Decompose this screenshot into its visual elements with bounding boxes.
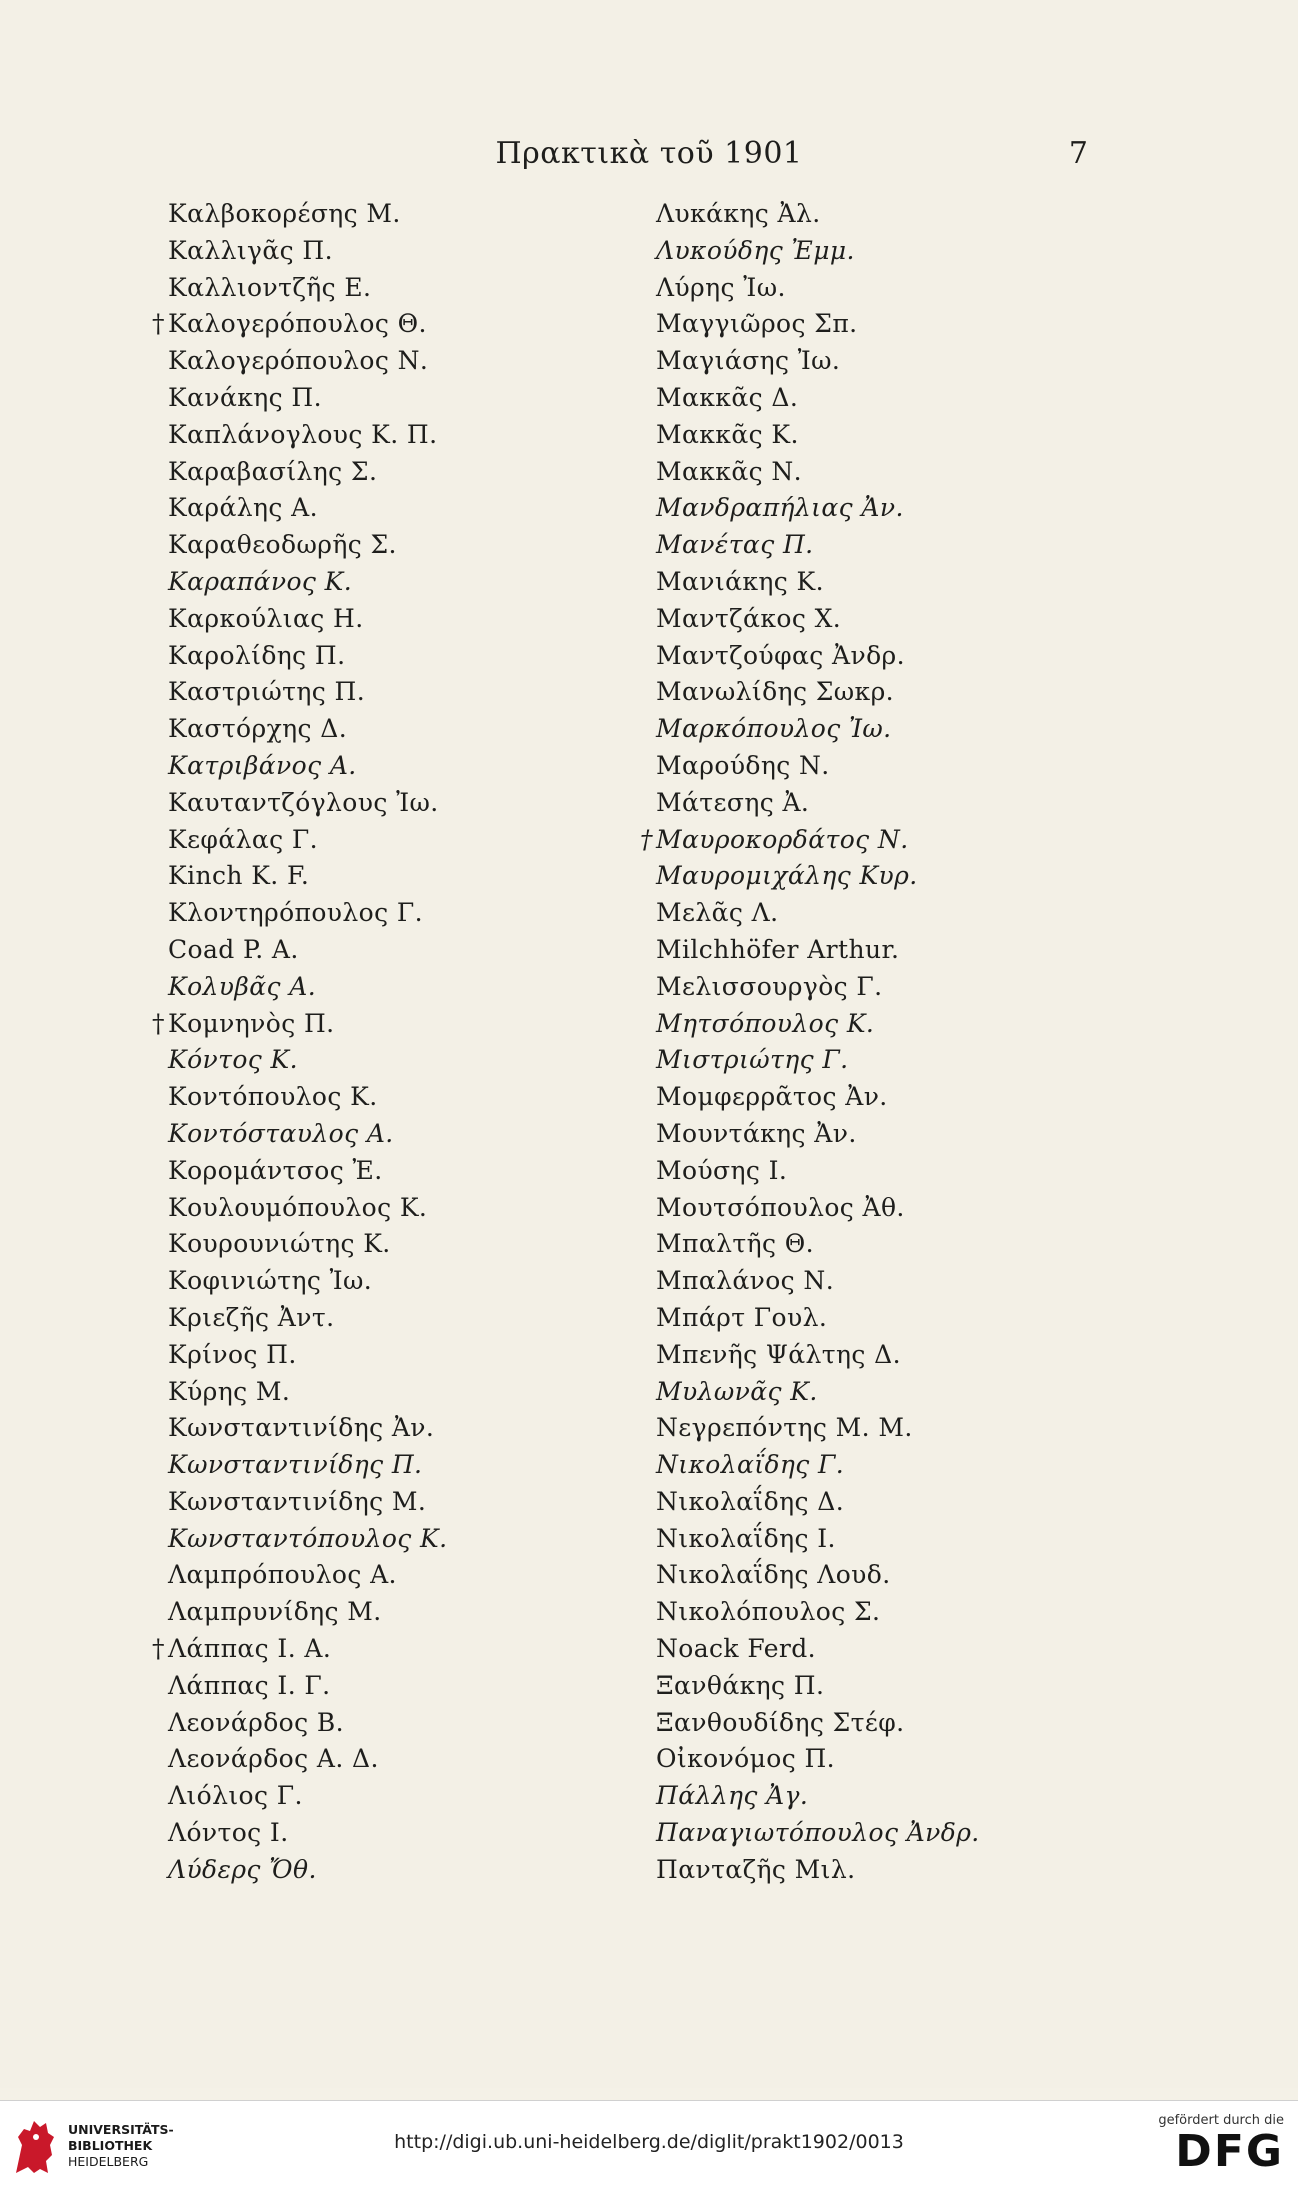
name-entry [168,601,447,638]
name-entry [168,1668,447,1705]
name-entry [168,1594,447,1631]
name-entry [168,638,447,675]
name-text: Μυλωνᾶς Κ. [656,1376,818,1406]
name-text: Μπαλάνος Ν. [656,1266,835,1296]
name-entry [168,1852,447,1889]
name-entry [168,748,447,785]
name-entry [656,380,980,417]
name-text: Μανιάκης Κ. [656,566,824,596]
name-entry [656,1374,980,1411]
name-text: Καυταντζόγλους Ἰω. [168,787,439,817]
name-entry [656,1006,980,1043]
name-entry [656,1153,980,1190]
name-entry [168,527,447,564]
name-entry [168,1447,447,1484]
name-entry [656,748,980,785]
name-text: Πάλλης Ἀγ. [656,1781,809,1811]
right-column [640,196,980,1889]
dagger-mark: † [152,1008,165,1038]
name-entry [656,196,980,233]
name-text: Λαμπρόπουλος Α. [168,1560,397,1590]
name-entry [656,1705,980,1742]
name-text: Καλλιοντζῆς Ε. [168,272,372,302]
page-number: 7 [1068,136,1088,171]
name-text: Κωνσταντινίδης Μ. [168,1486,427,1516]
name-text: Κουλουμόπουλος Κ. [168,1192,428,1222]
dfg-logo[interactable] [1158,2113,1284,2176]
name-text: Καλογερόπουλος Ν. [168,346,429,376]
name-text: Μελᾶς Λ. [656,898,779,928]
name-text: Κωνσταντινίδης Π. [168,1450,423,1480]
name-text: Μούσης Ι. [656,1155,788,1185]
dagger-mark: † [152,309,165,339]
name-entry [656,1741,980,1778]
name-text: Κοντόπουλος Κ. [168,1082,378,1112]
name-entry [656,490,980,527]
name-entry [168,1079,447,1116]
name-entry [168,1557,447,1594]
name-text: Νικολαΐδης Λουδ. [656,1560,891,1590]
name-text: Κλοντηρόπουλος Γ. [168,898,423,928]
name-entry [168,895,447,932]
name-text: Μαντζάκος Χ. [656,603,842,633]
name-text: Coad P. A. [168,934,299,964]
name-entry [152,306,447,343]
name-entry [168,1300,447,1337]
name-entry [168,454,447,491]
name-entry [168,564,447,601]
name-text: Καρολίδης Π. [168,640,346,670]
name-text: Νεγρεπόντης Μ. Μ. [656,1413,913,1443]
funder-caption: gefördert durch die [1158,2113,1284,2128]
name-text: Μαντζούφας Ἀνδρ. [656,640,905,670]
name-text: Μαρκόπουλος Ἰω. [656,714,892,744]
name-text: Μιστριώτης Γ. [656,1045,849,1075]
name-text: Κρίνος Π. [168,1339,297,1369]
name-text: Κοφινιώτης Ἰω. [168,1266,373,1296]
name-entry [656,1447,980,1484]
name-entry [168,1374,447,1411]
name-text: Κωνσταντινίδης Ἀν. [168,1413,435,1443]
name-text: Κατριβάνος Α. [168,750,357,780]
name-text: Νικολαΐδης Ι. [656,1523,836,1553]
name-text: Λεονάρδος Β. [168,1707,345,1737]
name-text: Νικολαΐδης Δ. [656,1486,845,1516]
name-text: Λόντος Ι. [168,1818,289,1848]
name-text: Καλογερόπουλος Θ. [168,309,427,339]
name-entry [656,1778,980,1815]
dagger-mark: † [152,1634,165,1664]
name-text: Κολυβᾶς Α. [168,971,317,1001]
name-text: Καλβοκορέσης Μ. [168,199,401,228]
name-text: Καραθεοδωρῆς Σ. [168,530,397,560]
library-name: UNIVERSITÄTS- BIBLIOTHEK HEIDELBERG [68,2122,174,2169]
name-entry [168,1337,447,1374]
name-text: Λύρης Ἰω. [656,272,786,302]
name-text: Μαυροκορδάτος Ν. [656,824,909,854]
name-text: Μακκᾶς Ν. [656,456,802,486]
name-text: Μαγγιῶρος Σπ. [656,309,858,339]
name-entry [656,932,980,969]
name-entry [656,785,980,822]
name-entry [656,564,980,601]
name-entry [656,233,980,270]
name-text: Milchhöfer Arthur. [656,934,900,964]
name-text: Λάππας Ι. Γ. [168,1670,331,1700]
name-text: Κομνηνὸς Π. [168,1008,335,1038]
name-entry [168,1521,447,1558]
name-text: Λύδερς Ὄθ. [168,1854,317,1884]
name-text: Καλλιγᾶς Π. [168,235,333,265]
name-entry [168,1815,447,1852]
name-entry [656,1190,980,1227]
name-entry [656,1116,980,1153]
name-text: Kinch K. F. [168,861,310,891]
name-text: Καραβασίλης Σ. [168,456,378,486]
name-text: Οἰκονόμος Π. [656,1744,836,1774]
name-text: Μαρούδης Ν. [656,750,830,780]
name-entry [656,1594,980,1631]
name-entry [168,932,447,969]
name-text: Noack Ferd. [656,1634,817,1664]
name-text: Ξανθάκης Π. [656,1670,825,1700]
name-entry [168,674,447,711]
name-text: Μανδραπήλιας Ἀν. [656,493,904,523]
dfg-logo-text: DFG [1175,2126,1284,2177]
name-entry [656,417,980,454]
name-entry [168,417,447,454]
name-entry [168,1042,447,1079]
name-text: Καπλάνογλους Κ. Π. [168,419,438,449]
name-text: Νικολαΐδης Γ. [656,1450,845,1480]
name-entry [656,306,980,343]
name-entry [656,454,980,491]
name-entry [656,1079,980,1116]
name-entry [168,1263,447,1300]
name-entry [656,1815,980,1852]
name-entry [656,1042,980,1079]
name-text: Μακκᾶς Δ. [656,382,799,412]
name-text: Μαγιάσης Ἰω. [656,346,841,376]
name-entry [656,969,980,1006]
name-entry [656,674,980,711]
name-text: Λεονάρδος Α. Δ. [168,1744,379,1774]
name-text: Καραπάνος Κ. [168,566,353,596]
name-text: Ξανθουδίδης Στέφ. [656,1707,905,1737]
name-entry [168,711,447,748]
running-head: Πρακτικὰ τοῦ 1901 [495,136,803,171]
name-entry [656,1668,980,1705]
name-entry [656,1410,980,1447]
name-entry [168,1190,447,1227]
name-text: Μουντάκης Ἀν. [656,1118,857,1148]
name-entry [656,638,980,675]
name-text: Λάππας Ι. Α. [168,1634,332,1664]
name-text: Λυκάκης Ἀλ. [656,199,821,228]
name-entry [168,1116,447,1153]
name-text: Κανάκης Π. [168,382,322,412]
name-text: Κωνσταντόπουλος Κ. [168,1523,448,1553]
name-text: Καστόρχης Δ. [168,714,348,744]
name-text: Νικολόπουλος Σ. [656,1597,881,1627]
footer-bar [0,2100,1298,2194]
name-text: Κουρουνιώτης Κ. [168,1229,391,1259]
name-text: Μητσόπουλος Κ. [656,1008,875,1038]
name-entry [656,1631,980,1668]
name-text: Μπαλτῆς Θ. [656,1229,814,1259]
name-text: Κοντόσταυλος Α. [168,1118,394,1148]
name-entry [656,1521,980,1558]
name-entry [656,711,980,748]
name-entry [656,343,980,380]
name-text: Λιόλιος Γ. [168,1781,303,1811]
source-url[interactable]: http://digi.ub.uni-heidelberg.de/diglit/prakt1902/0013 [394,2131,904,2153]
name-entry [152,1631,447,1668]
name-text: Μανωλίδης Σωκρ. [656,677,895,707]
name-text: Κεφάλας Γ. [168,824,318,854]
name-entry [168,1226,447,1263]
name-text: Καρκούλιας Η. [168,603,364,633]
name-entry [168,196,447,233]
name-entry [168,490,447,527]
name-text: Καράλης Α. [168,493,318,523]
name-entry [168,1778,447,1815]
name-entry [656,858,980,895]
name-entry [656,1484,980,1521]
name-entry [168,822,447,859]
name-text: Μακκᾶς Κ. [656,419,799,449]
name-text: Κύρης Μ. [168,1376,291,1406]
name-text: Μομφερρᾶτος Ἀν. [656,1082,888,1112]
name-entry [656,1263,980,1300]
left-column [152,196,448,1889]
name-entry [656,1557,980,1594]
name-text: Λυκούδης Ἐμμ. [656,235,855,265]
name-text: Πανταζῆς Μιλ. [656,1854,856,1884]
name-text: Μανέτας Π. [656,530,814,560]
name-text: Κριεζῆς Ἀντ. [168,1302,335,1332]
name-entry [656,895,980,932]
name-entry [168,1705,447,1742]
name-entry [168,380,447,417]
name-entry [168,233,447,270]
name-text: Κόντος Κ. [168,1045,298,1075]
name-text: Παναγιωτόπουλος Ἀνδρ. [656,1818,980,1848]
name-entry [168,1153,447,1190]
name-entry [168,969,447,1006]
name-entry [656,601,980,638]
name-entry [640,822,980,859]
name-entry [168,1484,447,1521]
name-entry [656,1852,980,1889]
name-entry [656,1226,980,1263]
name-entry [168,1741,447,1778]
name-entry [168,1410,447,1447]
name-entry [168,270,447,307]
dagger-mark: † [640,824,653,854]
name-entry [656,1300,980,1337]
name-text: Μάτεσης Ἀ. [656,787,810,817]
name-text: Λαμπρυνίδης Μ. [168,1597,382,1627]
name-entry [168,343,447,380]
name-entry [168,858,447,895]
name-entry [168,785,447,822]
name-entry [656,527,980,564]
name-entry [656,1337,980,1374]
name-entry [656,270,980,307]
name-text: Κορομάντσος Ἐ. [168,1155,383,1185]
name-text: Καστριώτης Π. [168,677,366,707]
name-entry [152,1006,447,1043]
name-text: Μπενῆς Ψάλτης Δ. [656,1339,901,1369]
name-text: Μαυρομιχάλης Κυρ. [656,861,918,891]
name-text: Μουτσόπουλος Ἀθ. [656,1192,905,1222]
name-text: Μπάρτ Γουλ. [656,1302,828,1332]
name-text: Μελισσουργὸς Γ. [656,971,883,1001]
